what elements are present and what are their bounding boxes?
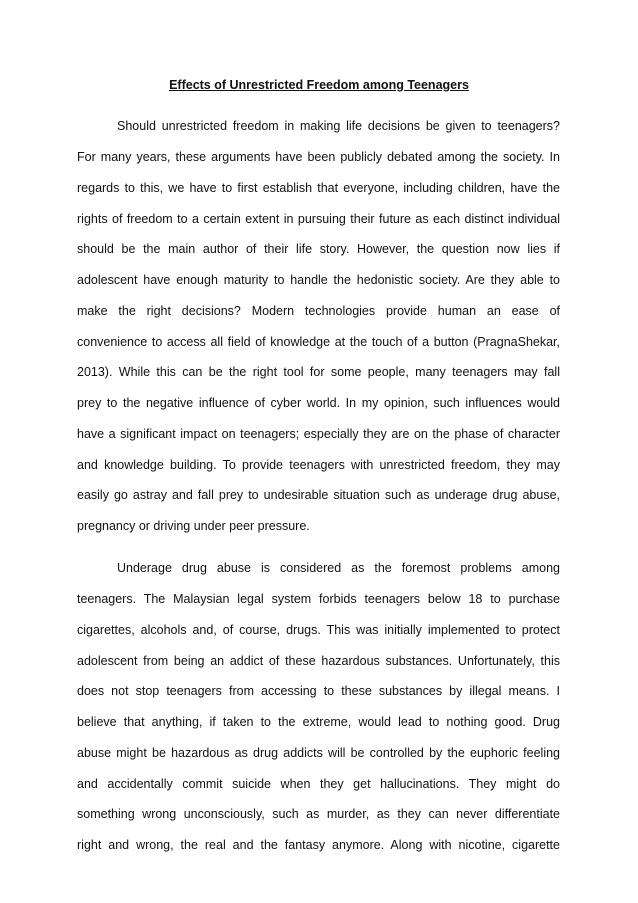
- paragraph-line: Underage drug abuse is considered as the foremost problems among: [117, 561, 560, 575]
- paragraph-line: should be the main author of their life story. However, the question now lies if: [77, 242, 560, 256]
- paragraph-line: convenience to access all field of knowledge at the touch of a button (PragnaShekar,: [77, 335, 560, 349]
- paragraph-line: something wrong unconsciously, such as murder, as they can never differentiate: [77, 807, 560, 821]
- paragraph-line: cigarettes, alcohols and, of course, drugs. This was initially implemented to protect: [77, 623, 560, 637]
- document-title: Effects of Unrestricted Freedom among Teenagers: [169, 78, 469, 92]
- paragraph-line: adolescent from being an addict of these hazardous substances. Unfortunately, this: [77, 654, 560, 668]
- paragraph-line: Should unrestricted freedom in making life decisions be given to teenagers?: [117, 119, 560, 133]
- paragraph-line: rights of freedom to a certain extent in pursuing their future as each distinct individual: [77, 212, 560, 226]
- paragraph-line: teenagers. The Malaysian legal system forbids teenagers below 18 to purchase: [77, 592, 560, 606]
- paragraph-line: does not stop teenagers from accessing to these substances by illegal means. I: [77, 684, 560, 698]
- paragraph-line: prey to the negative influence of cyber world. In my opinion, such influences would: [77, 396, 560, 410]
- paragraph-line: 2013). While this can be the right tool for some people, many teenagers may fall: [77, 365, 560, 379]
- paragraph-line: pregnancy or driving under peer pressure.: [77, 519, 310, 533]
- paragraph-line: easily go astray and fall prey to undesirable situation such as underage drug abuse,: [77, 488, 560, 502]
- paragraph-line: have a significant impact on teenagers; especially they are on the phase of character: [77, 427, 560, 441]
- paragraph-line: regards to this, we have to first establish that everyone, including children, have the: [77, 181, 560, 195]
- paragraph-line: make the right decisions? Modern technologies provide human an ease of: [77, 304, 560, 318]
- paragraph-line: believe that anything, if taken to the extreme, would lead to nothing good. Drug: [77, 715, 560, 729]
- paragraph-line: and accidentally commit suicide when they get hallucinations. They might do: [77, 777, 560, 791]
- paragraph-line: and knowledge building. To provide teenagers with unrestricted freedom, they may: [77, 458, 560, 472]
- paragraph-line: adolescent have enough maturity to handle the hedonistic society. Are they able to: [77, 273, 560, 287]
- paragraph-line: For many years, these arguments have been publicly debated among the society. In: [77, 150, 560, 164]
- paragraph-line: right and wrong, the real and the fantasy anymore. Along with nicotine, cigarette: [77, 838, 560, 852]
- paragraph-line: abuse might be hazardous as drug addicts will be controlled by the euphoric feeling: [77, 746, 560, 760]
